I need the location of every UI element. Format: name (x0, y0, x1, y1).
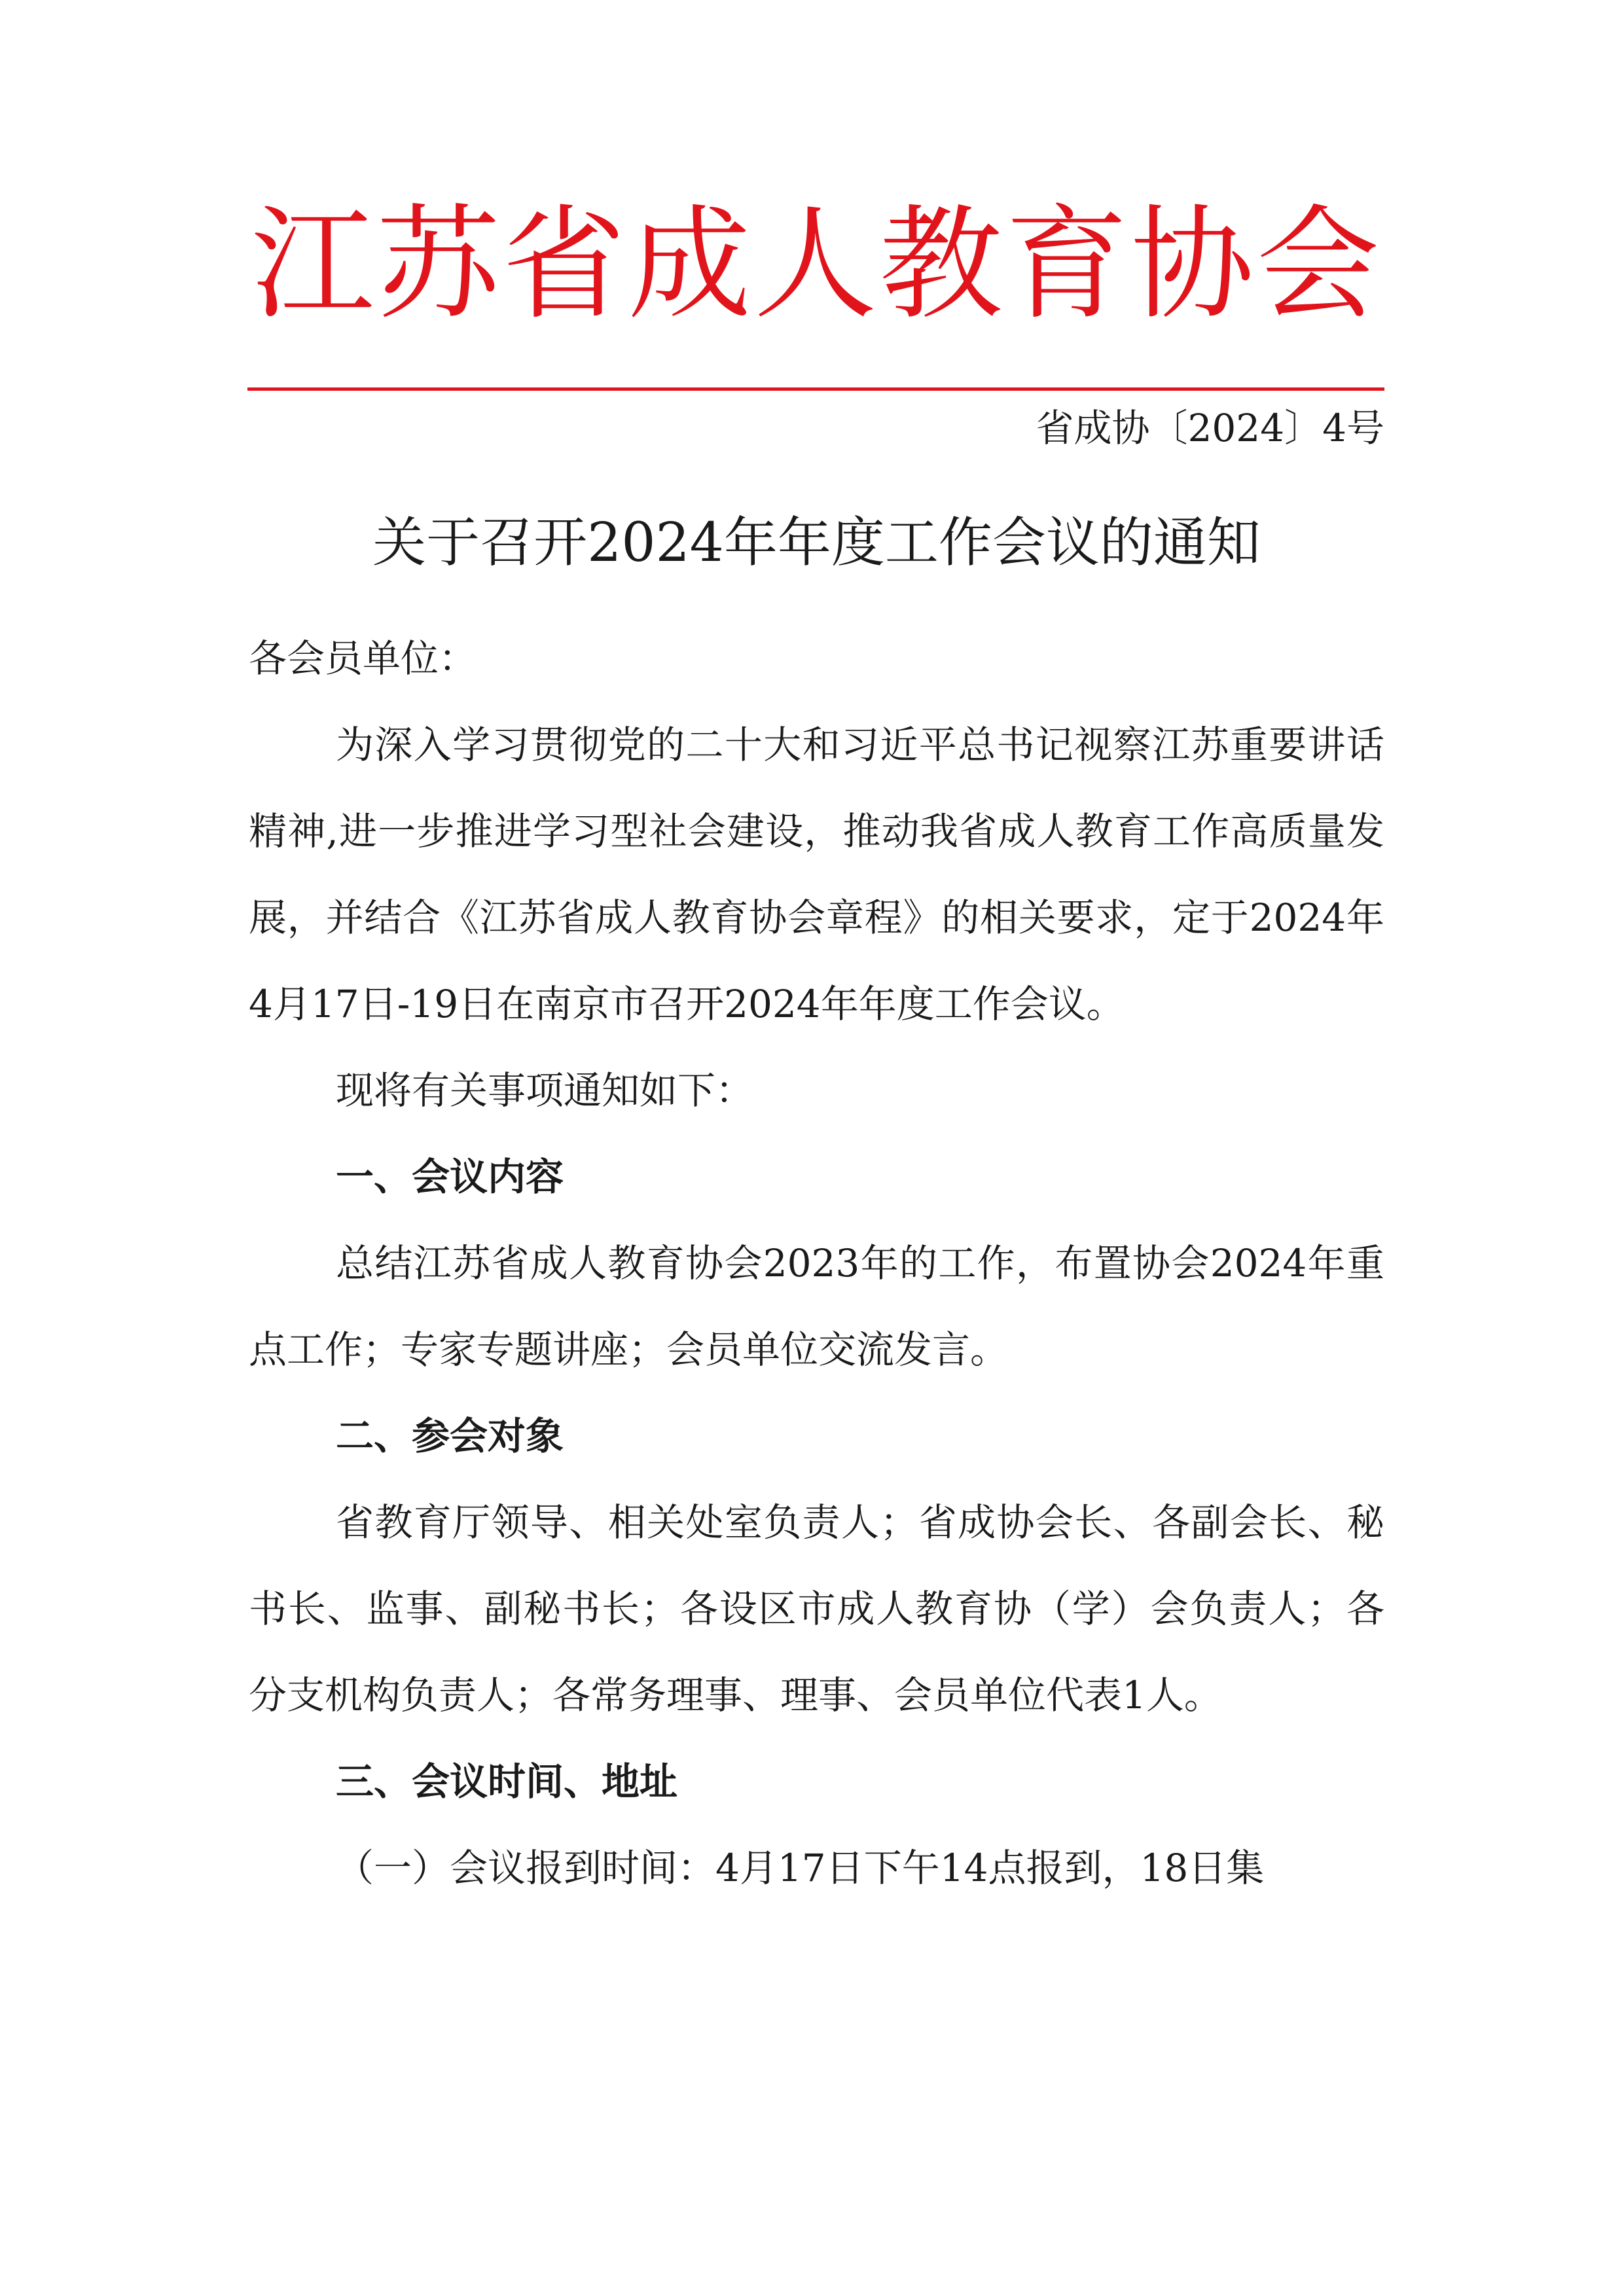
document-title: 关于召开2024年年度工作会议的通知 (372, 512, 1261, 574)
section-text-time-place: （一）会议报到时间：4月17日下午14点报到，18日集 (336, 1846, 1265, 1890)
salutation: 各会员单位： (249, 636, 477, 681)
document-body (249, 615, 1384, 1911)
section-text-content: 总结江苏省成人教育协会2023年的工作，布置协会2024年重点工作；专家专题讲座；会员单位交流发言。 (249, 1241, 1384, 1372)
section-text-attendees: 省教育厅领导、相关处室负责人；省成协会长、各副会长、秘书长、监事、副秘书长；各设区市成人教育协（学）会负责人；各分支机构负责人；各常务理事、理事、会员单位代表1人。 (249, 1500, 1384, 1717)
red-divider-line (247, 387, 1384, 391)
section-heading-time-place: 三、会议时间、地址 (336, 1759, 678, 1804)
document-number: 省成协〔2024〕4号 (1036, 406, 1384, 450)
section-heading-attendees: 二、参会对象 (336, 1414, 564, 1458)
notice-paragraph: 现将有关事项通知如下： (336, 1068, 754, 1113)
organization-masthead: 江苏省成人教育协会 (251, 193, 1382, 336)
intro-paragraph: 为深入学习贯彻党的二十大和习近平总书记视察江苏重要讲话精神,进一步推进学习型社会建设，推动我省成人教育工作高质量发展，并结合《江苏省成人教育协会章程》的相关要求，定于2024年4月17日-19日在南京市召开2024年年度工作会议。 (249, 723, 1384, 1026)
section-heading-content: 一、会议内容 (336, 1155, 564, 1199)
